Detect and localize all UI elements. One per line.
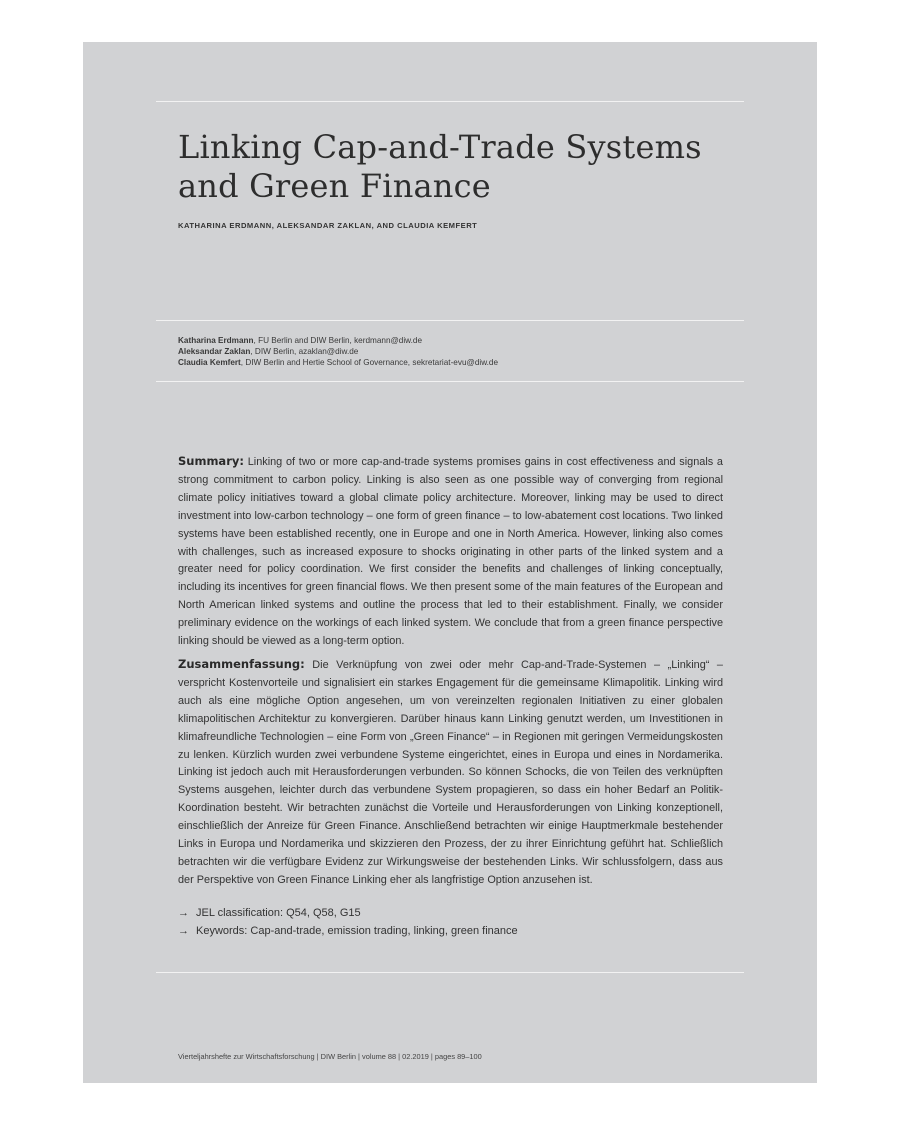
metadata-list	[178, 905, 518, 940]
journal-footer: Vierteljahrshefte zur Wirtschaftsforschung | DIW Berlin | volume 88 | 02.2019 | pages 89–100	[178, 1052, 482, 1061]
affiliation-name: Katharina Erdmann	[178, 336, 254, 345]
keywords-text: Keywords: Cap-and-trade, emission trading, linking, green finance	[196, 924, 518, 937]
zusammenfassung-text: Die Verknüpfung von zwei oder mehr Cap-and-Trade-Systemen – „Linking“ – verspricht Kostenvorteile und signalisiert ein starkes Engagement für die gemeinsame Klimapolitik. Linking wird auch als eine mögliche Option angesehen, um von vereinzelten regionalen Initiativen zu einer globalen klimapolitischen Architektur zu konvergieren. Darüber hinaus kann Linking genutzt werden, um Investitionen in klimafreundliche Technologien – eine Form von „Green Finance“ – in Regionen mit geringen Vermeidungskosten zu lenken. Kürzlich wurden zwei verbundene Systeme eingerichtet, eines in Europa und eines in Nordamerika. Linking ist jedoch auch mit Herausforderungen verbunden. So können Schocks, die von Teilen des verknüpften Systems ausgehen, leichter durch das verbundene System propagieren, so dass ein hoher Bedarf an Politik-Koordination besteht. Wir betrachten zunächst die Vorteile und Herausforderungen von Linking konzeptionell, einschließlich der Anreize für Green Finance. Anschließend betrachten wir einige Hauptmerkmale bestehender Links in Europa und Nordamerika und skizzieren den Prozess, der zu ihrer Einrichtung geführt hat. Schließlich betrachten wir die verfügbare Evidenz zur Wirkungsweise der bestehenden Links. Wir schlussfolgern, dass aus der Perspektive von Green Finance Linking eher als langfristige Option anzusehen ist.	[178, 659, 723, 886]
paper-page	[83, 42, 817, 1083]
zusammenfassung-label: Zusammenfassung:	[178, 657, 305, 671]
affiliation-details: , DIW Berlin and Hertie School of Governance, sekretariat-evu@diw.de	[240, 358, 499, 367]
affiliation-line	[178, 346, 498, 357]
arrow-right-icon: →	[178, 924, 189, 937]
author-divider	[156, 320, 744, 321]
affiliation-line	[178, 357, 498, 368]
zusammenfassung-paragraph	[178, 656, 723, 890]
jel-text: JEL classification: Q54, Q58, G15	[196, 907, 361, 919]
affiliation-divider	[156, 381, 744, 382]
affiliation-line	[178, 335, 498, 346]
affiliations	[178, 335, 498, 368]
affiliation-details: , FU Berlin and DIW Berlin, kerdmann@diw.de	[253, 336, 423, 345]
keywords	[178, 923, 518, 941]
bottom-divider	[156, 972, 744, 973]
affiliation-name: Aleksandar Zaklan	[178, 347, 251, 356]
summary-text: Linking of two or more cap-and-trade systems promises gains in cost effectiveness and signals a strong commitment to carbon policy. Linking is also seen as one possible way of converging from regional climate policy initiatives toward a global climate policy architecture. Moreover, linking may be used to direct investment into low-carbon technology – one form of green finance – to low-abatement cost locations. Two linked systems have been established recently, one in Europe and one in North America. However, linking also comes with challenges, such as increased exposure to shocks originating in other parts of the linked system and a greater need for policy coordination. We first consider the benefits and challenges of linking conceptually, including its incentives for green financial flows. We then present some of the main features of the European and North American linked systems and outline the process that led to their establishment. Finally, we consider preliminary evidence on the workings of each linked system. We conclude that from a green finance perspective linking should be viewed as a long-term option.	[178, 456, 723, 648]
top-divider	[156, 101, 744, 102]
arrow-right-icon: →	[178, 907, 189, 919]
paper-title: Linking Cap-and-Trade Systems and Green Finance	[178, 128, 702, 205]
jel-classification	[178, 905, 518, 923]
summary-paragraph	[178, 453, 723, 651]
affiliation-details: , DIW Berlin, azaklan@diw.de	[250, 347, 359, 356]
summary-label: Summary:	[178, 454, 244, 468]
affiliation-name: Claudia Kemfert	[178, 358, 241, 367]
author-list: KATHARINA ERDMANN, ALEKSANDAR ZAKLAN, AND CLAUDIA KEMFERT	[178, 221, 478, 230]
